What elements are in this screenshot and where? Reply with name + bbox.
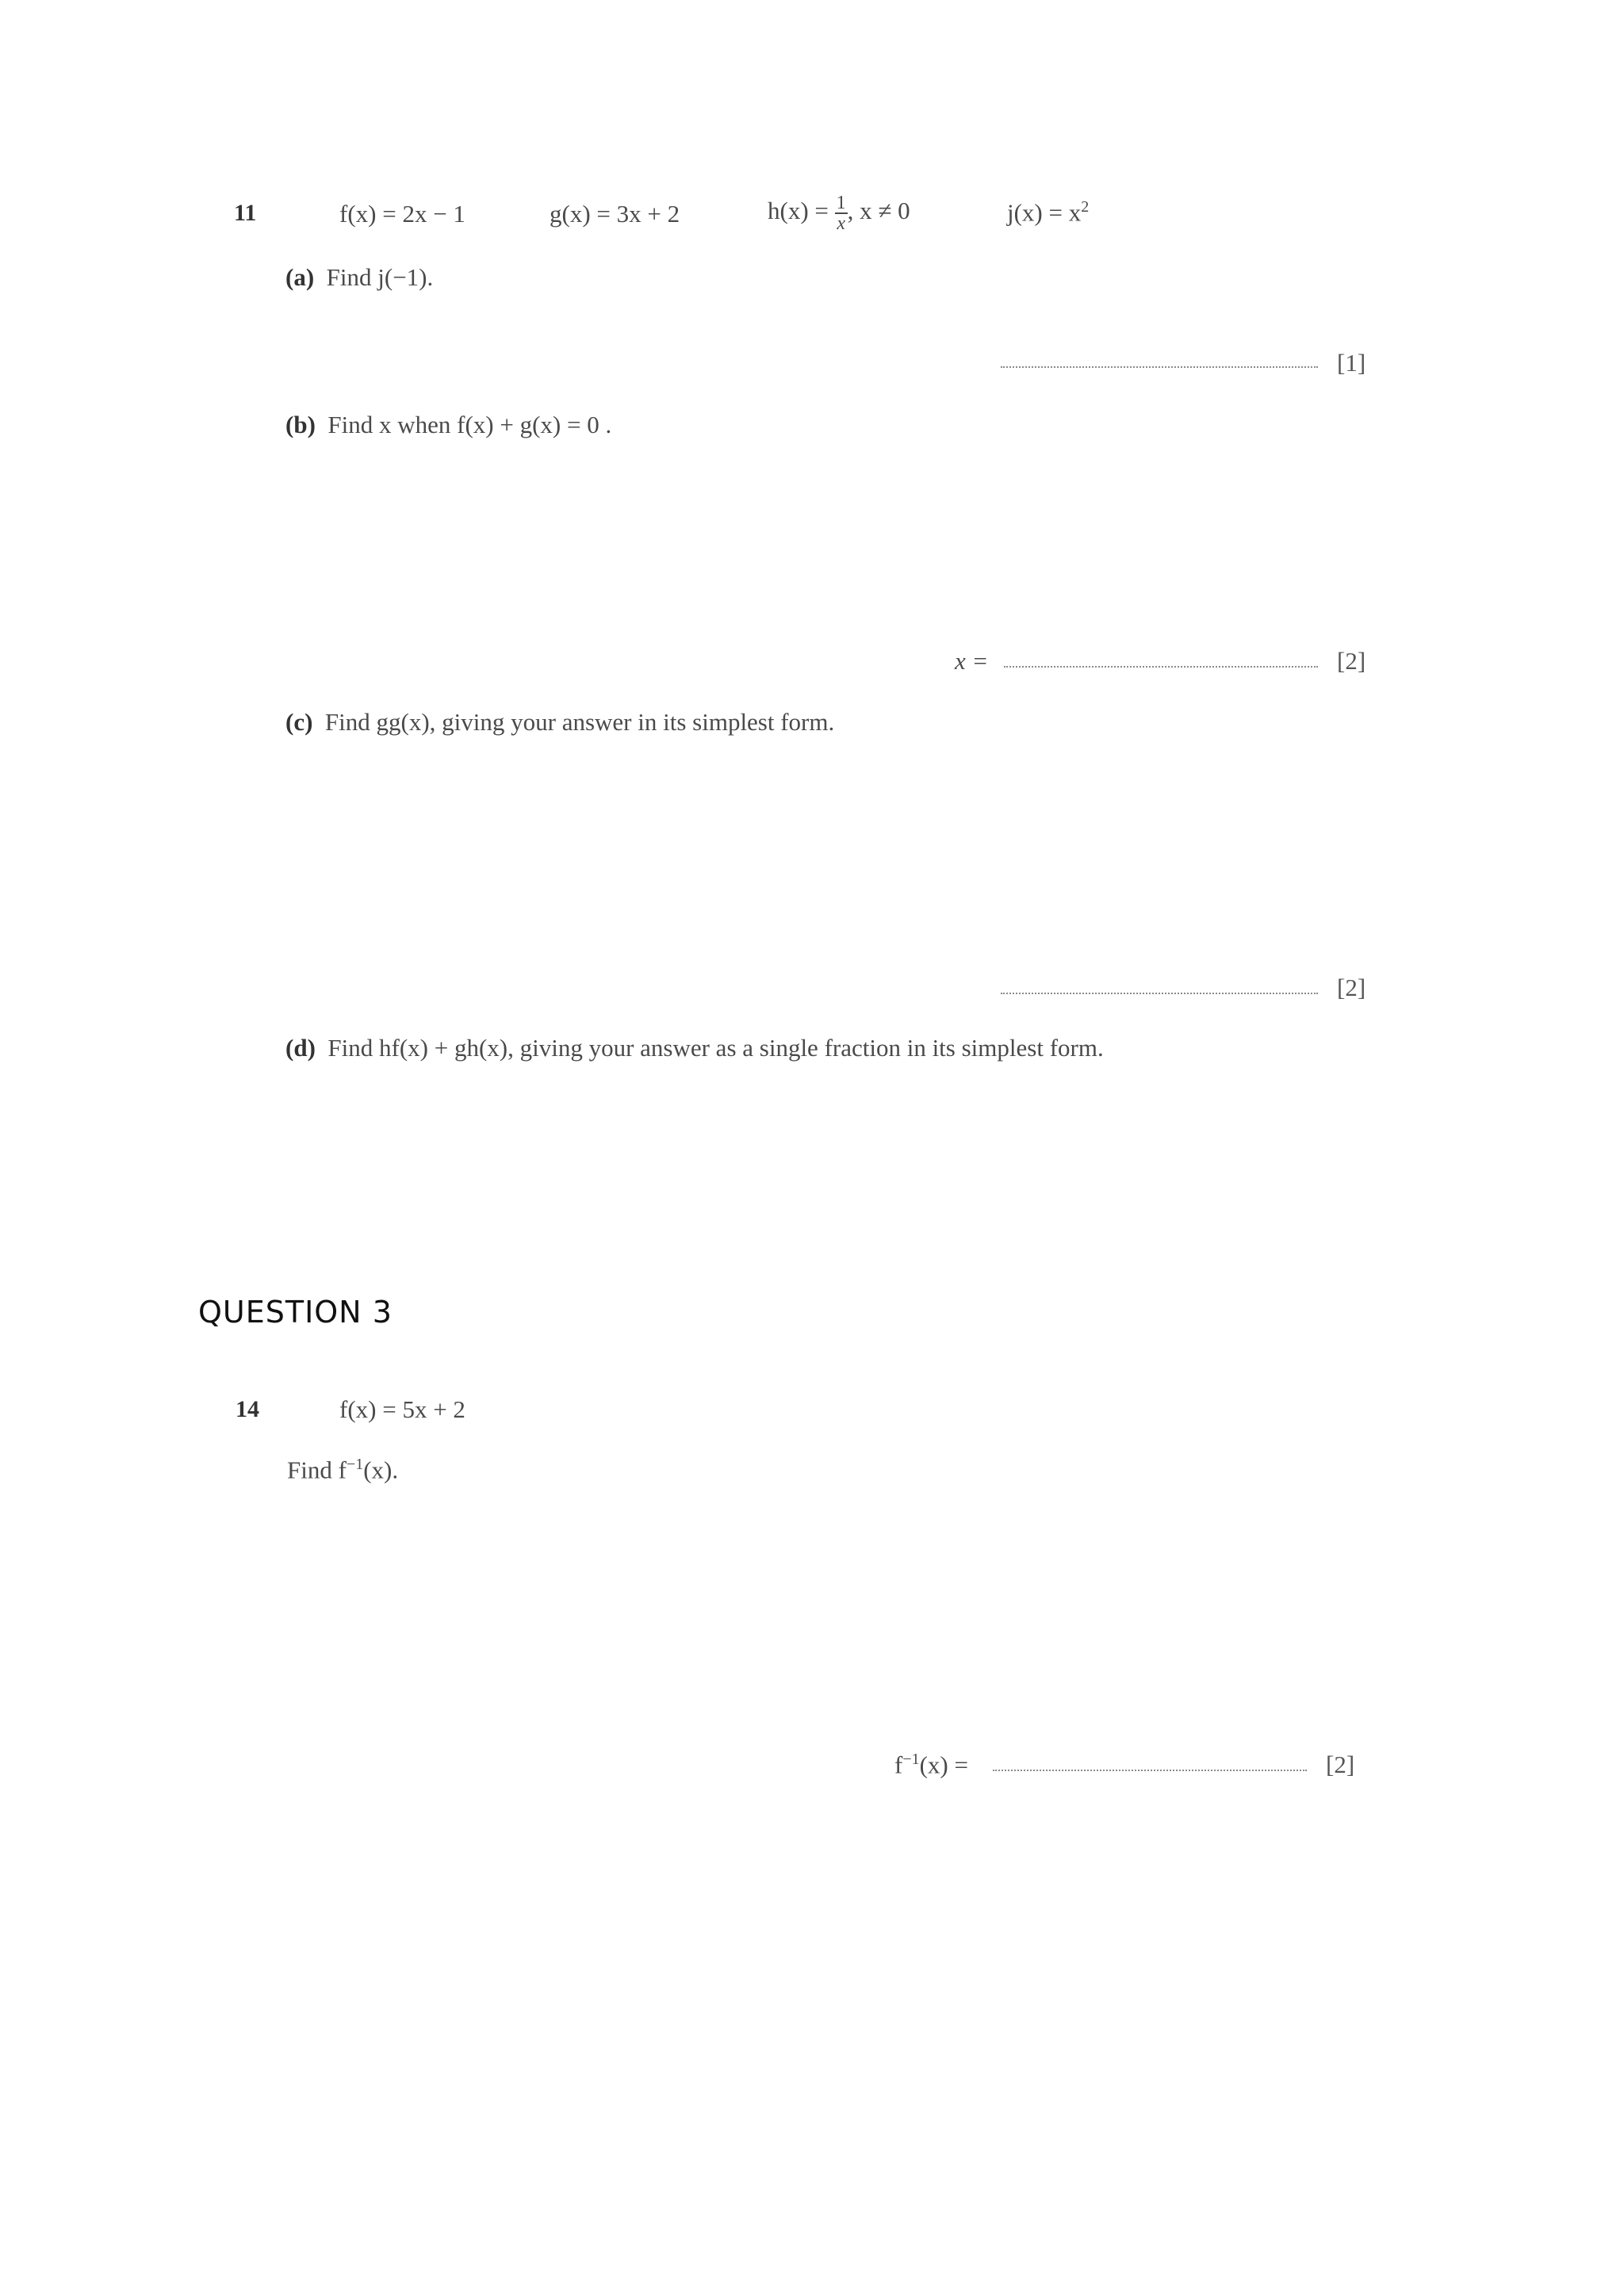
part-b-mark: [2]: [1337, 647, 1366, 675]
answer-line-q14[interactable]: [993, 1770, 1307, 1771]
function-f-definition: f(x) = 2x − 1: [339, 200, 465, 228]
q14-answer-tail: (x) =: [919, 1751, 968, 1779]
part-b-answer-prefix: x =: [955, 647, 989, 675]
q14-instruction-sup: −1: [346, 1456, 364, 1473]
h-lhs: h(x) =: [768, 197, 835, 225]
function-f-definition-14: f(x) = 5x + 2: [339, 1395, 465, 1423]
part-a-text: Find j(−1).: [326, 263, 434, 291]
answer-line-b[interactable]: [1004, 666, 1318, 668]
j-exponent: 2: [1081, 198, 1090, 216]
q14-answer-prefix: [894, 1751, 968, 1779]
function-j-definition: [1007, 198, 1089, 227]
part-b-prompt: [285, 411, 611, 439]
answer-line-a[interactable]: [1001, 366, 1318, 368]
h-fraction: [835, 193, 848, 233]
h-condition: , x ≠ 0: [847, 197, 910, 225]
part-a-mark: [1]: [1337, 349, 1366, 377]
j-base: j(x) = x: [1007, 198, 1082, 227]
function-g-definition: g(x) = 3x + 2: [550, 200, 680, 228]
q14-instruction-tail: (x).: [363, 1456, 399, 1484]
part-c-text: Find gg(x), giving your answer in its simplest form.: [324, 708, 835, 736]
function-h-definition: [768, 193, 910, 233]
part-c-prompt: [285, 708, 834, 737]
question-number-14: 14: [236, 1396, 259, 1422]
question-number: 11: [234, 200, 257, 226]
q14-answer-base: f: [894, 1751, 903, 1779]
part-b-label: (b): [285, 411, 316, 438]
part-b-text: Find x when f(x) + g(x) = 0 .: [327, 411, 612, 438]
q14-instruction-base: Find f: [287, 1456, 347, 1484]
answer-line-c[interactable]: [1001, 993, 1318, 994]
section-heading: QUESTION 3: [198, 1295, 393, 1330]
part-a-prompt: [285, 263, 433, 292]
part-a-label: (a): [285, 263, 315, 291]
part-c-mark: [2]: [1337, 974, 1366, 1001]
h-denominator: x: [837, 213, 845, 234]
q14-instruction: [287, 1456, 398, 1484]
part-d-label: (d): [285, 1034, 316, 1062]
q14-mark: [2]: [1326, 1751, 1355, 1778]
part-d-text: Find hf(x) + gh(x), giving your answer as a single fraction in its simplest form.: [327, 1034, 1104, 1062]
q14-answer-sup: −1: [902, 1751, 920, 1768]
part-c-label: (c): [285, 708, 313, 736]
part-d-prompt: [285, 1034, 1104, 1062]
h-numerator: 1: [836, 193, 846, 213]
